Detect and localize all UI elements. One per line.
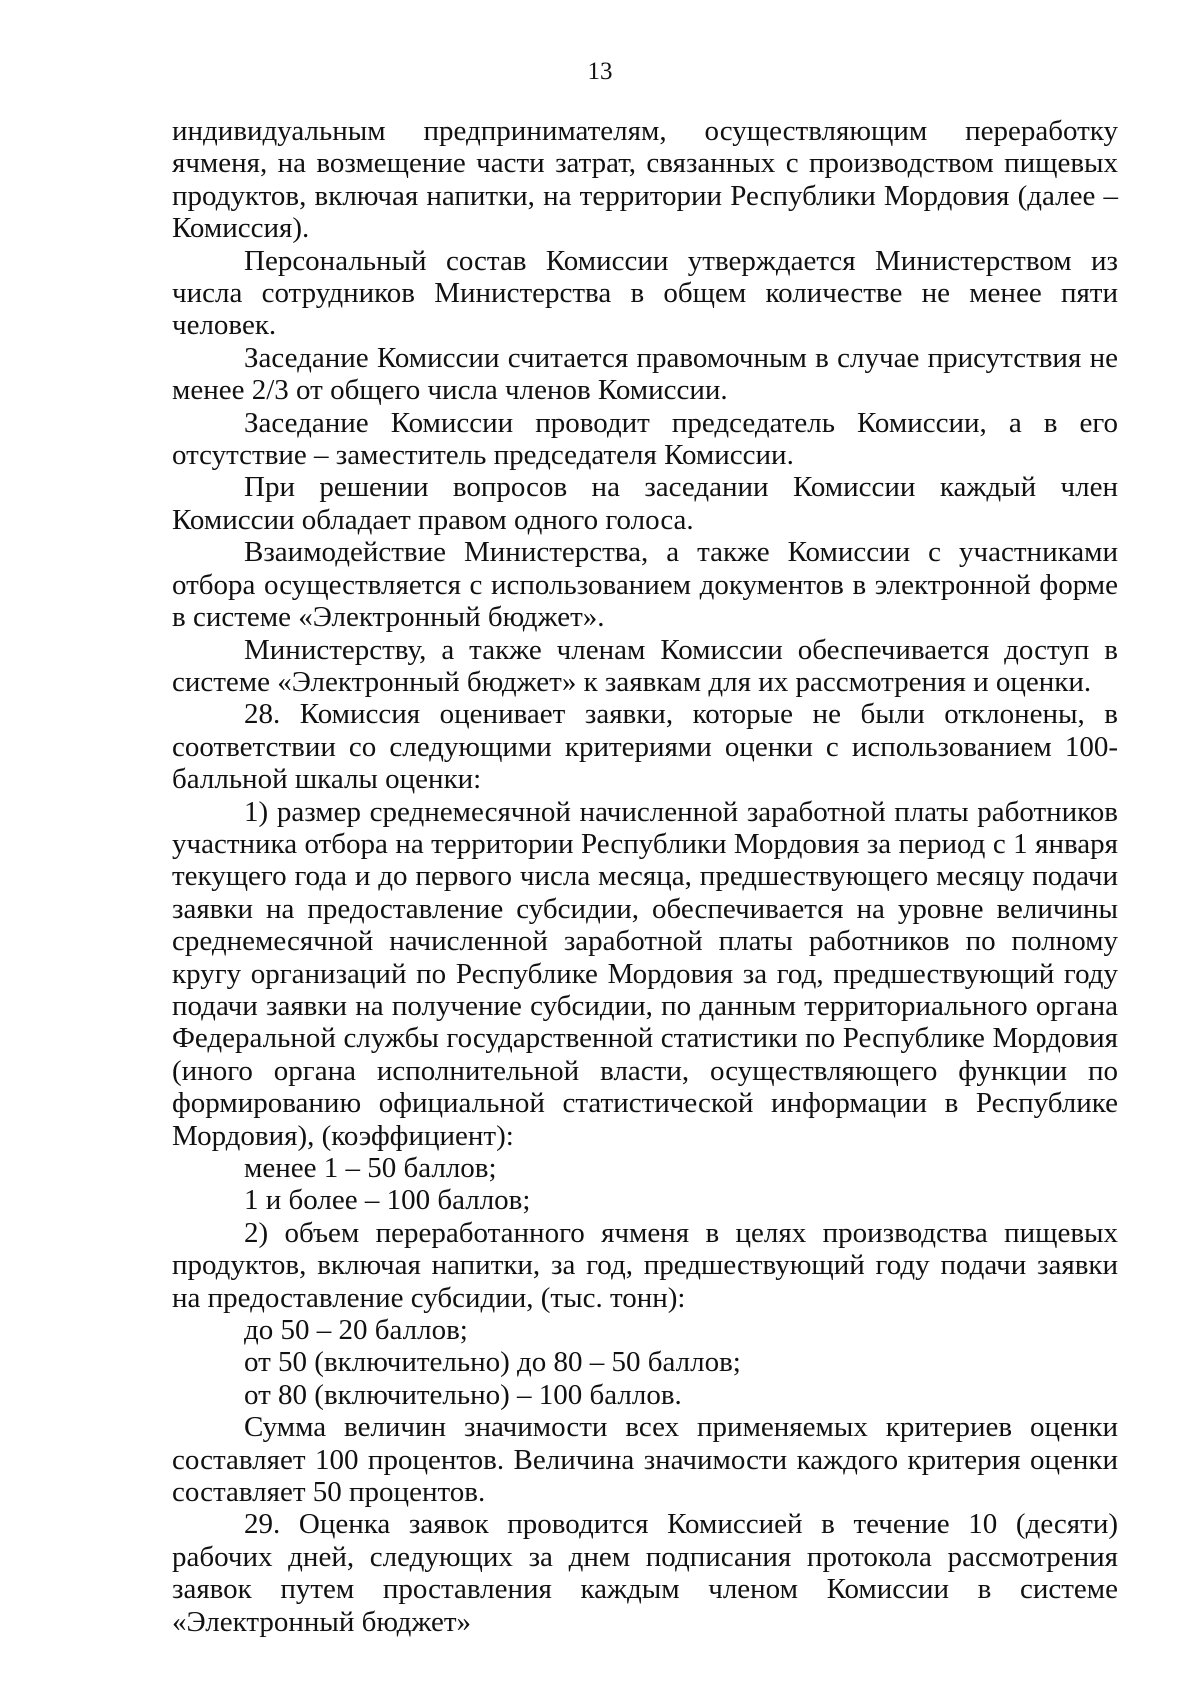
paragraph-item-28: 28. Комиссия оценивает заявки, которые не были отклонены, в соответствии со следующими критериями оценки с использованием 100-балльной шкалы оценки:	[172, 698, 1118, 796]
page-number: 13	[587, 58, 613, 85]
criterion-2-score-high: от 80 (включительно) – 100 баллов.	[244, 1378, 682, 1411]
paragraph-quorum: Заседание Комиссии считается правомочным в случае присутствия не менее 2/3 от общего числа членов Комиссии.	[172, 341, 1118, 407]
document-body	[172, 115, 1118, 1638]
paragraph-chairman: Заседание Комиссии проводит председатель Комиссии, а в его отсутствие – заместитель председателя Комиссии.	[172, 406, 1118, 472]
criterion-2-score-low: до 50 – 20 баллов;	[244, 1314, 468, 1347]
paragraph-criterion-1: 1) размер среднемесячной начисленной заработной платы работников участника отбора на территории Республики Мордовия за период с 1 января текущего года и до первого числа месяца, предшествующего месяцу подачи заявки на предоставление субсидии, обеспечивается на уровне величины среднемесячной начисленной заработной платы работников по полному кругу организаций по Республике Мордовия за год, предшествующий году подачи заявки на получение субсидии, по данным территориального органа Федеральной службы государственной статистики по Республике Мордовия (иного органа исполнительной власти, осуществляющего функции по формированию официальной статистической информации в Республике Мордовия), (коэффициент):	[172, 795, 1118, 1152]
paragraph-access: Министерству, а также членам Комиссии обеспечивается доступ в системе «Электронный бюджет» к заявкам для их рассмотрения и оценки.	[172, 633, 1118, 698]
criterion-1-score-low: менее 1 – 50 баллов;	[244, 1152, 497, 1184]
paragraph-commission-definition: индивидуальным предпринимателям, осуществляющим переработку ячменя, на возмещение части затрат, связанных с производством пищевых продуктов, включая напитки, на территории Республики Мордовия (далее – Комиссия).	[172, 115, 1118, 245]
paragraph-electronic-interaction: Взаимодействие Министерства, а также Комиссии с участниками отбора осуществляется с использованием документов в электронной форме в системе «Электронный бюджет».	[172, 536, 1118, 634]
paragraph-criterion-2: 2) объем переработанного ячменя в целях производства пищевых продуктов, включая напитки, за год, предшествующий году подачи заявки на предоставление субсидии, (тыс. тонн):	[172, 1216, 1118, 1314]
paragraph-voting: При решении вопросов на заседании Комиссии каждый член Комиссии обладает правом одного голоса.	[172, 471, 1118, 536]
paragraph-item-29: 29. Оценка заявок проводится Комиссией в течение 10 (десяти) рабочих дней, следующих за днем подписания протокола рассмотрения заявок путем проставления каждым членом Комиссии в системе «Электронный бюджет»	[172, 1508, 1118, 1638]
paragraph-commission-composition: Персональный состав Комиссии утверждается Министерством из числа сотрудников Министерства в общем количестве не менее пяти человек.	[172, 244, 1118, 342]
criterion-2-score-mid: от 50 (включительно) до 80 – 50 баллов;	[244, 1346, 741, 1379]
criterion-1-score-high: 1 и более – 100 баллов;	[244, 1184, 531, 1217]
paragraph-significance: Сумма величин значимости всех применяемых критериев оценки составляет 100 процентов. Величина значимости каждого критерия оценки составляет 50 процентов.	[172, 1411, 1118, 1509]
